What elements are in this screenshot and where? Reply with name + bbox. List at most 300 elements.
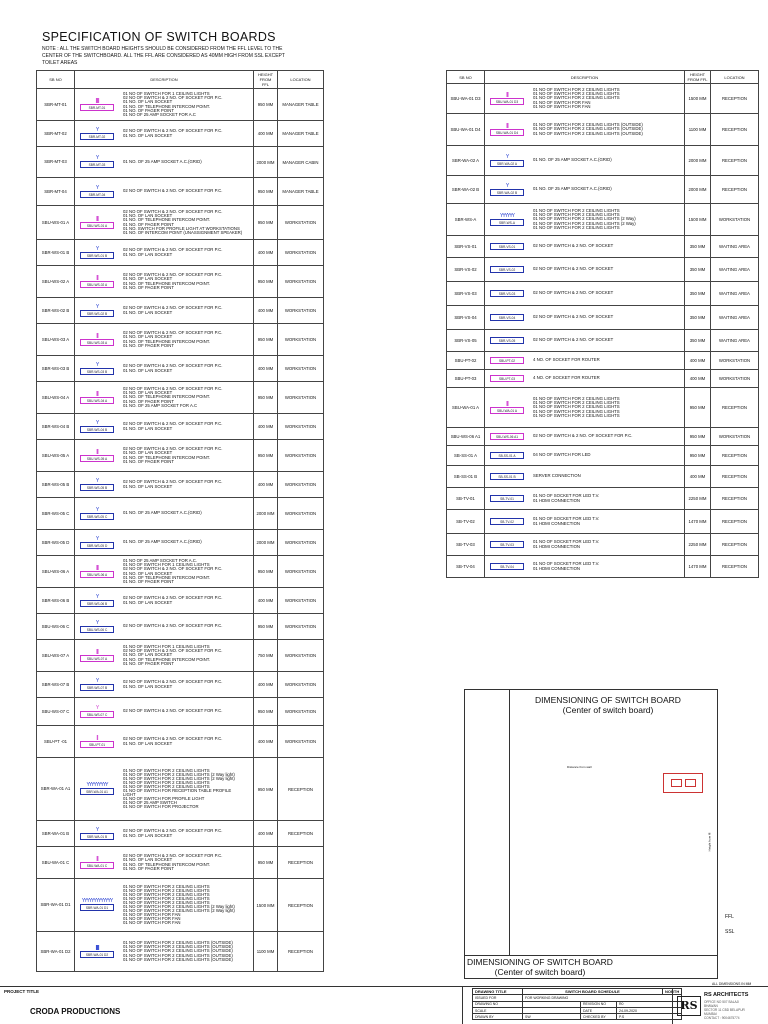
description-cell: [75, 356, 254, 382]
table-row: [37, 821, 324, 847]
wiring-lines-icon: ||||||: [96, 390, 98, 397]
switch-symbol: [487, 357, 527, 364]
sb-number: SBU-WS-06 A1: [447, 428, 485, 446]
left-schedule-table: [36, 70, 324, 972]
height-value: 350 MM: [685, 258, 711, 282]
sb-number: SBU-WS-03 A: [37, 324, 75, 356]
switch-symbol: [77, 186, 117, 198]
ssl-label: SSL: [725, 929, 735, 935]
firm-address: OFFICE NO 507 BALAJI BHAWAN SECTOR 11 CBD BELAPUR MUMBAI CONTACT : 9004675774: [704, 1000, 745, 1020]
table-row: [37, 298, 324, 324]
board-label: SBR-WA-02 A: [490, 160, 524, 167]
table-row: [37, 556, 324, 588]
switch-module: [685, 779, 696, 787]
drawn-by-label: DRAWN BY: [473, 1014, 523, 1020]
board-label: SBU-PT-01: [80, 741, 114, 748]
location-value: WORKSTATION: [278, 414, 324, 440]
location-value: WORKSTATION: [278, 324, 324, 356]
description-cell: [75, 847, 254, 879]
board-label: SB-TV-01: [490, 495, 524, 502]
location-value: WORKSTATION: [278, 440, 324, 472]
table-row: [37, 932, 324, 972]
description-cell: [485, 114, 685, 146]
switch-symbol: [77, 392, 117, 404]
switch-symbol: [77, 334, 117, 346]
table-row: [447, 204, 759, 236]
description-text: 02 NO OF SWITCH & 2 NO. OF SOCKET FOR P.C. 01 NO. OF LAN SOCKET: [123, 736, 223, 746]
wiring-lines-icon: ||||||: [506, 91, 508, 98]
height-value: 2250 MM: [685, 534, 711, 556]
height-value: 950 MM: [254, 556, 278, 588]
sb-number: SBU-WS-04 A: [37, 382, 75, 414]
table-row: [447, 258, 759, 282]
height-value: 1100 MM: [685, 114, 711, 146]
description-cell: [75, 726, 254, 758]
board-label: SBR-MT-03: [80, 161, 114, 168]
switch-symbol: [77, 156, 117, 168]
switch-symbol: [77, 679, 117, 691]
switch-symbol: [487, 314, 527, 321]
description-cell: [485, 176, 685, 204]
switch-symbol: [487, 518, 527, 525]
north-label: NORTH: [663, 989, 682, 995]
location-value: RECEPTION: [278, 879, 324, 932]
table-row: [447, 146, 759, 176]
table-row: [37, 879, 324, 932]
wiring-lines-icon: ||||||||||: [95, 97, 99, 104]
description-text: 02 NO OF SWITCH & 2 NO. OF SOCKET FOR P.C. 01 NO. OF LAN SOCKET: [123, 679, 223, 689]
scale-label: SCALE: [473, 1007, 523, 1013]
revision-no-value: R0: [617, 1001, 682, 1007]
switch-symbol: [77, 828, 117, 840]
drawing-info-table: [472, 988, 682, 1020]
wiring-lines-icon: Y: [95, 126, 99, 133]
switch-symbol: [487, 124, 527, 136]
description-text: 02 NO OF SWITCH & 2 NO. OF SOCKET FOR P.C. 01 NO. OF LAN SOCKET 01 NO. OF TELEPHONE INTERCOM POINT. 01 NO. OF PAGER POINT 01 NO. SWITCH FOR PROFILE LIGHT AT WORKSTATIONS 01 NO. OF INTERCOM POINT (UNASSIGNMENT SPEAKER): [123, 209, 243, 235]
table-row: [37, 758, 324, 821]
switch-symbol: [487, 473, 527, 480]
switch-symbol: [77, 479, 117, 491]
switch-symbol: [77, 736, 117, 748]
sb-number: SBU-WA-01 A: [447, 388, 485, 428]
description-cell: [75, 414, 254, 440]
location-value: WAITING AREA: [711, 258, 759, 282]
table-row: [37, 498, 324, 530]
height-value: 400 MM: [685, 370, 711, 388]
height-value: 750 MM: [254, 640, 278, 672]
drawing-title-bottom: [460, 957, 620, 977]
sb-number: SBR-WA-01 B: [37, 821, 75, 847]
wiring-lines-icon: Y: [95, 535, 99, 542]
switch-symbol: [77, 305, 117, 317]
description-text: 01 NO OF SOCKET FOR LED T.V. 01 HDMI CONNECTION: [533, 493, 600, 503]
firm-name: RS ARCHITECTS: [704, 992, 749, 998]
wiring-lines-icon: ||||: [96, 734, 98, 741]
wiring-lines-icon: |||||||: [95, 215, 99, 222]
board-label: SBU-WS-06 A: [80, 571, 114, 578]
height-value: 400 MM: [254, 672, 278, 698]
wiring-lines-icon: YYYYYYYYYYYYY: [81, 898, 113, 904]
description-text: 01 NO OF SWITCH FOR 2 CEILING LIGHTS 01 NO OF SWITCH FOR 2 CEILING LIGHTS 01 NO OF SWITCH FOR 2 CEILING LIGHTS 01 NO OF SWITCH FOR FAN 01 NO OF SWITCH FOR FAN: [533, 87, 620, 109]
description-text: 4 NO. OF SOCKET FOR ROUTER: [533, 357, 600, 363]
location-value: WORKSTATION: [278, 498, 324, 530]
wiring-lines-icon: YYYYYY: [499, 212, 514, 219]
switch-symbol: [77, 128, 117, 140]
height-value: 400 MM: [685, 352, 711, 370]
all-dims-note: ALL DIMENSIONS IN MM: [712, 982, 752, 986]
table-row: [447, 534, 759, 556]
wiring-lines-icon: |||||: [96, 448, 98, 455]
description-text: 02 NO OF SWITCH & 2 NO. OF SOCKET FOR P.C. 01 NO. OF LAN SOCKET: [123, 595, 223, 605]
sb-number: SBU-WA-01 D4: [447, 114, 485, 146]
location-value: RECEPTION: [711, 466, 759, 488]
board-label: SBR-VS-02: [490, 266, 524, 273]
board-label: SBR-MT-02: [80, 133, 114, 140]
height-value: 1500 MM: [685, 84, 711, 114]
description-text: 02 NO OF SWITCH & 2 NO. OF SOCKET FOR P.C. 01 NO. OF LAN SOCKET: [123, 128, 223, 138]
description-text: 01 NO OF SOCKET FOR LED T.V. 01 HDMI CONNECTION: [533, 539, 600, 549]
switch-symbol: [77, 783, 117, 795]
location-value: WAITING AREA: [711, 306, 759, 330]
height-value: 2000 MM: [254, 498, 278, 530]
description-cell: [485, 352, 685, 370]
table-row: [37, 266, 324, 298]
description-cell: [75, 672, 254, 698]
right-schedule-table: [446, 70, 759, 578]
sb-number: SBU-WS-06 C: [37, 614, 75, 640]
wiring-lines-icon: Y: [95, 677, 99, 684]
sb-number: SB-SS-01 B: [447, 466, 485, 488]
height-value: 400 MM: [254, 414, 278, 440]
wiring-lines-icon: ||||||: [96, 648, 98, 655]
wiring-lines-icon: YYYYYYYYY: [86, 782, 108, 788]
board-label: SBR-VS-03: [490, 290, 524, 297]
height-value: 400 MM: [254, 472, 278, 498]
description-cell: [485, 204, 685, 236]
description-cell: [75, 440, 254, 472]
description-text: 02 NO OF SWITCH & 2 NO. OF SOCKET FOR P.C. 01 NO. OF LAN SOCKET 01 NO. OF TELEPHONE INTERCOM POINT. 01 NO. OF PAGER POINT: [123, 853, 223, 871]
sb-number: SBU-PT-03: [447, 370, 485, 388]
height-value: 1500 MM: [254, 879, 278, 932]
height-value: 1500 MM: [685, 204, 711, 236]
height-value: 1100 MM: [254, 932, 278, 972]
switch-symbol: [77, 276, 117, 288]
board-label: SBR-VS-01: [490, 243, 524, 250]
location-value: WORKSTATION: [711, 370, 759, 388]
board-label: SB-TV-02: [490, 518, 524, 525]
location-value: RECEPTION: [711, 388, 759, 428]
table-row: [37, 324, 324, 356]
height-value: 400 MM: [254, 588, 278, 614]
switch-symbol: [487, 155, 527, 167]
description-text: 02 NO OF SWITCH & 2 NO. OF SOCKET FOR P.C. 01 NO. OF LAN SOCKET 01 NO. OF TELEPHONE INTERCOM POINT. 01 NO. OF PAGER POINT 01 NO. OF 25 AMP SOCKET FOR A.C: [123, 386, 223, 408]
location-value: RECEPTION: [711, 84, 759, 114]
table-row: [37, 414, 324, 440]
switch-symbol: [487, 563, 527, 570]
board-label: SB-TV-04: [490, 563, 524, 570]
col-sb-no: SB NO: [37, 71, 75, 89]
location-value: RECEPTION: [278, 932, 324, 972]
table-row: [447, 428, 759, 446]
sb-number: SBR-WA-02 B: [447, 176, 485, 204]
board-label: SBU-WA-01 A: [490, 407, 524, 414]
location-value: RECEPTION: [711, 534, 759, 556]
drawing-title-top: [478, 695, 738, 715]
location-value: WORKSTATION: [278, 556, 324, 588]
location-value: RECEPTION: [711, 176, 759, 204]
board-label: SBR-WA-01 B: [80, 833, 114, 840]
sb-number: SBR-VS-01: [447, 236, 485, 258]
table-row: [447, 488, 759, 510]
description-cell: [75, 298, 254, 324]
board-label: SBR-VS-05: [490, 337, 524, 344]
dim-height-label: Height from ffl: [707, 832, 712, 852]
description-cell: [75, 240, 254, 266]
location-value: WORKSTATION: [278, 382, 324, 414]
sb-number: SBR-MT-03: [37, 147, 75, 178]
board-label: SBR-WS-05 B: [80, 484, 114, 491]
switch-symbol: [77, 621, 117, 633]
description-cell: [75, 472, 254, 498]
description-text: 02 NO OF SWITCH & 2 NO. OF SOCKET FOR P.C.: [123, 708, 223, 714]
description-cell: [485, 282, 685, 306]
location-value: RECEPTION: [711, 446, 759, 466]
location-value: MANAGER TABLE: [278, 121, 324, 147]
description-text: 01 NO OF 25 AMP SOCKET FOR A.C. 01 NO OF SWITCH FOR 1 CEILING LIGHTS 02 NO OF SWITCH & 2 NO. OF SOCKET FOR P.C. 01 NO. OF LAN SOCKET 01 NO. OF TELEPHONE INTERCOM POINT. 01 NO. OF PAGER POINT: [123, 558, 223, 584]
board-label: SBR-WS-03 B: [80, 368, 114, 375]
height-value: 950 MM: [685, 428, 711, 446]
wiring-lines-icon: Y: [95, 303, 99, 310]
height-value: 2000 MM: [685, 146, 711, 176]
description-cell: [485, 330, 685, 352]
location-value: RECEPTION: [711, 488, 759, 510]
sb-number: SBU-WS-06 A: [37, 556, 75, 588]
height-value: 1470 MM: [685, 556, 711, 578]
architect-block: [672, 988, 768, 1024]
checked-by-label: CHECKED BY: [581, 1014, 617, 1020]
switch-symbol: [487, 290, 527, 297]
drawing-title-value: SWITCH BOARD SCHEDULE: [523, 989, 663, 995]
location-value: WORKSTATION: [278, 206, 324, 240]
board-label: SBU-WA-01 D4: [490, 129, 524, 136]
table-row: [37, 672, 324, 698]
height-value: 950 MM: [254, 698, 278, 726]
switch-symbol: [487, 375, 527, 382]
wiring-lines-icon: Y: [95, 155, 99, 161]
height-value: 950 MM: [254, 440, 278, 472]
height-value: 950 MM: [254, 758, 278, 821]
switch-symbol: [77, 899, 117, 911]
height-value: 950 MM: [254, 178, 278, 206]
table-row: [447, 510, 759, 534]
col-location: LOCATION: [711, 71, 759, 84]
location-value: WORKSTATION: [278, 640, 324, 672]
switch-symbol: [487, 214, 527, 226]
table-row: [447, 352, 759, 370]
description-text: 01 NO. OF 25 AMP SOCKET A.C.(GRID): [123, 158, 202, 164]
table-row: [447, 236, 759, 258]
table-row: [37, 640, 324, 672]
table-row: [447, 282, 759, 306]
location-value: WORKSTATION: [278, 472, 324, 498]
board-label: SBU-WA-01 D3: [490, 98, 524, 105]
wiring-lines-icon: ||||||: [506, 400, 508, 407]
location-value: WORKSTATION: [278, 356, 324, 382]
table-row: [447, 84, 759, 114]
title-block: [0, 986, 768, 1024]
description-text: 01 NO. OF 25 AMP SOCKET A.C.(GRID): [533, 186, 612, 192]
height-value: 950 MM: [685, 388, 711, 428]
description-text: 01 NO. OF 25 AMP SOCKET A.C.(GRID): [123, 510, 202, 516]
drawing-no-label: DRAWING NO: [473, 1001, 523, 1007]
description-cell: [485, 370, 685, 388]
height-value: 950 MM: [254, 89, 278, 121]
switch-symbol: [77, 706, 117, 718]
sb-number: SBR-WA-02 A: [447, 146, 485, 176]
location-value: RECEPTION: [711, 556, 759, 578]
height-value: 2250 MM: [685, 488, 711, 510]
date-label: DATE: [581, 1007, 617, 1013]
description-cell: [75, 640, 254, 672]
description-cell: [75, 821, 254, 847]
description-cell: [75, 147, 254, 178]
sb-number: SB-TV-02: [447, 510, 485, 534]
description-cell: [485, 446, 685, 466]
location-value: RECEPTION: [278, 821, 324, 847]
sb-number: SBR-WA-01 D2: [37, 932, 75, 972]
sb-number: SBU-WS-02 A: [37, 266, 75, 298]
wiring-lines-icon: Y: [95, 419, 99, 426]
wiring-lines-icon: Y: [95, 826, 99, 833]
switch-symbol: [487, 243, 527, 250]
divider: [462, 986, 463, 1024]
wiring-lines-icon: |||||||: [95, 564, 99, 571]
height-value: 400 MM: [254, 726, 278, 758]
date-value: 24-09-2020: [617, 1007, 682, 1013]
height-value: 2000 MM: [685, 176, 711, 204]
description-text: 02 NO OF SWITCH & 2 NO. OF SOCKET: [533, 266, 614, 272]
board-label: SBU-WA-01 C: [80, 862, 114, 869]
board-label: SBU-WS-05 A: [80, 455, 114, 462]
description-text: 02 NO OF SWITCH & 2 NO. OF SOCKET FOR P.C. 01 NO. OF LAN SOCKET: [123, 305, 223, 315]
sb-number: SBU-WS-01 A: [37, 206, 75, 240]
board-label: SBU-WS-07 A: [80, 655, 114, 662]
description-text: 02 NO OF SWITCH & 2 NO. OF SOCKET: [533, 314, 614, 320]
switch-symbol: [487, 184, 527, 196]
table-row: [447, 446, 759, 466]
switch-symbol: [487, 266, 527, 273]
switch-symbol: [487, 337, 527, 344]
wiring-lines-icon: ||||||||||: [95, 944, 99, 951]
sb-number: SBR-VS-03: [447, 282, 485, 306]
wiring-lines-icon: Y: [95, 704, 99, 711]
drawn-by-value: SW: [523, 1014, 581, 1020]
height-value: 400 MM: [254, 356, 278, 382]
height-value: 950 MM: [254, 382, 278, 414]
description-cell: [485, 388, 685, 428]
sb-number: SBR-WS-04 B: [37, 414, 75, 440]
revision-no-label: REVISION NO: [581, 1001, 617, 1007]
description-cell: [75, 266, 254, 298]
description-text: 01 NO OF SWITCH FOR 2 CEILING LIGHTS (OUTSIDE) 01 NO OF SWITCH FOR 2 CEILING LIGHTS (OUTSIDE) 01 NO OF SWITCH FOR 2 CEILING LIGHTS (OUTSIDE) 01 NO OF SWITCH FOR 2 CEILING LIGHTS (OUTSIDE) 01 NO OF SWITCH FOR 2 CEILING LIGHTS (OUTSIDE): [123, 940, 233, 962]
dim-width-label: Distance from wall: [567, 765, 592, 769]
location-value: MANAGER TABLE: [278, 89, 324, 121]
switch-symbol: [77, 650, 117, 662]
sb-number: SBU-WS-07 C: [37, 698, 75, 726]
wiring-lines-icon: ||||||: [506, 122, 508, 129]
board-label: SBR-WS-02 B: [80, 310, 114, 317]
wiring-lines-icon: |||||: [96, 332, 98, 339]
location-value: WAITING AREA: [711, 282, 759, 306]
drawing-title: DIMENSIONING OF SWITCH BOARD: [467, 957, 613, 967]
height-value: 400 MM: [254, 240, 278, 266]
table-row: [37, 614, 324, 640]
description-cell: [75, 758, 254, 821]
dimension-drawing: [464, 689, 718, 979]
table-row: [37, 206, 324, 240]
height-value: 2000 MM: [254, 147, 278, 178]
description-cell: [75, 324, 254, 356]
height-value: 950 MM: [254, 614, 278, 640]
location-value: WORKSTATION: [278, 266, 324, 298]
board-label: SB-SS-01 B: [490, 473, 524, 480]
switch-symbol: [77, 99, 117, 111]
sb-number: SBR-WS-A: [447, 204, 485, 236]
description-text: 01 NO OF SWITCH FOR 2 CEILING LIGHTS 01 NO OF SWITCH FOR 2 CEILING LIGHTS (2 Way light) 01 NO OF SWITCH FOR 2 CEILING LIGHTS (2 Way light) 01 NO OF SWITCH FOR 2 CEILING LIGHTS 01 NO OF SWITCH FOR 2 CEILING LIGHTS 01 NO OF SWITCH FOR RECEPTION TABLE PROFILE LIGHT 01 NO OF SWITCH FOR PROFILE LIGHT 01 NO OF 25 AMP SWITCH 01 NO OF SWITCH FOR PROJECTOR: [123, 767, 235, 810]
description-cell: [485, 428, 685, 446]
height-value: 1470 MM: [685, 510, 711, 534]
table-row: [447, 466, 759, 488]
description-cell: [75, 530, 254, 556]
switch-symbol: [77, 363, 117, 375]
description-text: 02 NO OF SWITCH & 2 NO. OF SOCKET FOR P.C. 01 NO. OF LAN SOCKET: [123, 247, 223, 257]
switch-symbol: [77, 946, 117, 958]
wiring-lines-icon: Y: [505, 153, 509, 160]
sb-number: SBR-WS-03 B: [37, 356, 75, 382]
board-label: SBR-WA-02 B: [490, 189, 524, 196]
floor-line: [465, 955, 717, 956]
board-label: SBR-MT-04: [80, 191, 114, 198]
location-value: WORKSTATION: [711, 204, 759, 236]
switch-symbol: [77, 566, 117, 578]
table-row: [37, 240, 324, 266]
description-cell: [485, 534, 685, 556]
sb-number: SBR-WA-01 A1: [37, 758, 75, 821]
sb-number: SBU-WS-07 A: [37, 640, 75, 672]
checked-by-value: P.S: [617, 1014, 682, 1020]
table-row: [37, 89, 324, 121]
wiring-lines-icon: |||||: [96, 274, 98, 281]
height-value: 400 MM: [254, 121, 278, 147]
description-text: 02 NO OF SWITCH & 2 NO. OF SOCKET FOR P.C.: [123, 623, 223, 629]
board-label: SBU-WS-06 C: [80, 626, 114, 633]
location-value: RECEPTION: [711, 510, 759, 534]
description-text: 01 NO OF SOCKET FOR LED T.V. 01 HDMI CONNECTION: [533, 516, 600, 526]
description-cell: [75, 382, 254, 414]
description-text: 01 NO OF SOCKET FOR LED T.V. 01 HDMI CONNECTION: [533, 561, 600, 571]
switch-symbol: [77, 857, 117, 869]
description-text: 02 NO OF SWITCH & 2 NO. OF SOCKET: [533, 290, 614, 296]
sb-number: SB-SS-01 A: [447, 446, 485, 466]
sb-number: SBR-MT-04: [37, 178, 75, 206]
rs-logo-icon: RS: [677, 996, 701, 1016]
board-label: SBR-WS-05 C: [80, 513, 114, 520]
description-cell: [485, 488, 685, 510]
location-value: WORKSTATION: [278, 530, 324, 556]
switch-symbol: [487, 402, 527, 414]
table-row: [37, 588, 324, 614]
location-value: WORKSTATION: [711, 428, 759, 446]
